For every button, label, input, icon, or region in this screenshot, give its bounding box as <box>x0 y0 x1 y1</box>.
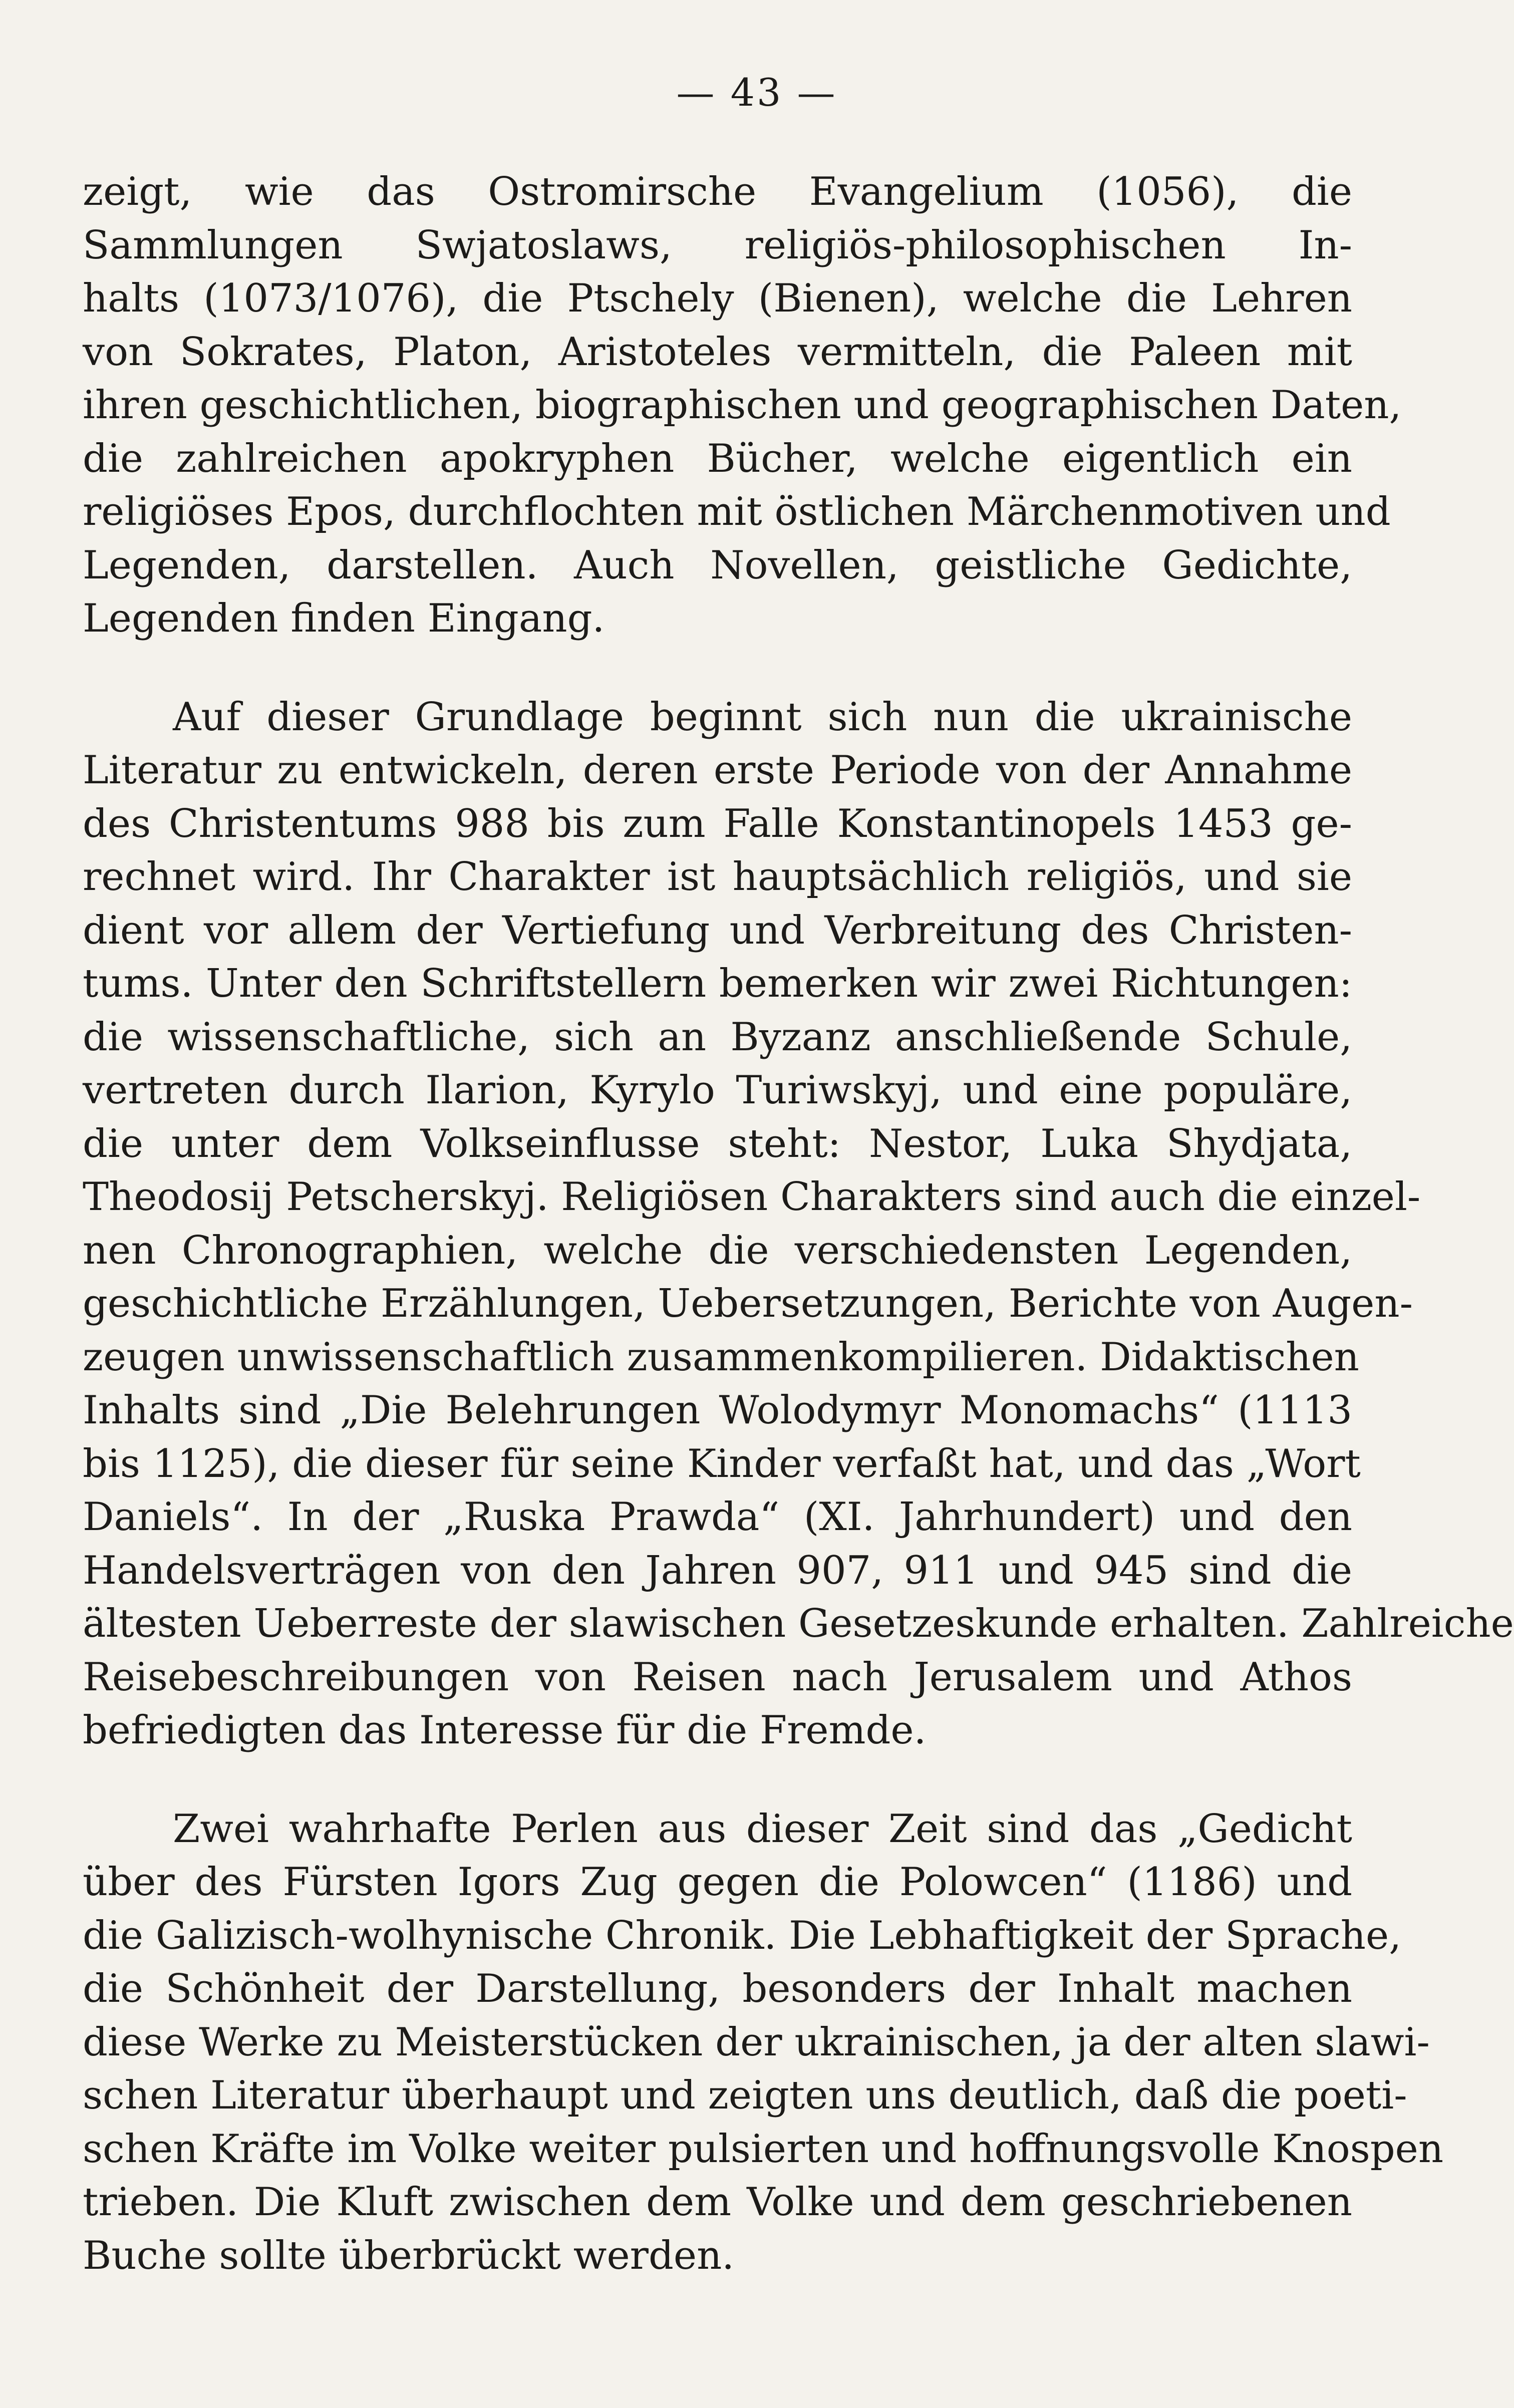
text-line: Reisebeschreibungen von Reisen nach Jerusalem und Athos <box>83 1654 1352 1700</box>
text-line: bis 1125), die dieser für seine Kinder verfaßt hat, und das „Wort <box>83 1441 1361 1486</box>
text-line: zeigt, wie das Ostromirsche Evangelium (1056), die <box>83 169 1352 214</box>
text-line: ihren geschichtlichen, biographischen und geographischen Daten, <box>83 383 1402 428</box>
text-line: schen Kräfte im Volke weiter pulsierten und hoffnungsvolle Knospen <box>83 2126 1444 2172</box>
text-line: des Christentums 988 bis zum Falle Konstantinopels 1453 ge- <box>83 801 1352 846</box>
text-line: Legenden finden Eingang. <box>83 596 605 641</box>
text-line: ältesten Ueberreste der slawischen Gesetzeskunde erhalten. Zahlreiche <box>83 1601 1514 1646</box>
paragraph-2 <box>83 691 1514 1757</box>
text-line: über des Fürsten Igors Zug gegen die Polowcen“ (1186) und <box>83 1860 1352 1905</box>
text-line: die Schönheit der Darstellung, besonders der Inhalt machen <box>83 1966 1352 2011</box>
text-line: geschichtliche Erzählungen, Uebersetzungen, Berichte von Augen- <box>83 1281 1413 1326</box>
text-line: die wissenschaftliche, sich an Byzanz anschließende Schule, <box>83 1014 1352 1060</box>
text-line: halts (1073/1076), die Ptschely (Bienen), welche die Lehren <box>83 276 1352 321</box>
text-line: Theodosij Petscherskyj. Religiösen Charakters sind auch die einzel- <box>83 1174 1421 1220</box>
text-line: schen Literatur überhaupt und zeigten uns deutlich, daß die poeti- <box>83 2073 1407 2118</box>
text-line: Inhalts sind „Die Belehrungen Wolodymyr Monomachs“ (1113 <box>83 1388 1352 1433</box>
text-line: trieben. Die Kluft zwischen dem Volke und dem geschriebenen <box>83 2180 1352 2225</box>
page-number: — 43 — <box>676 70 837 115</box>
text-line: von Sokrates, Platon, Aristoteles vermitteln, die Paleen mit <box>83 329 1352 375</box>
text-line: Buche sollte überbrückt werden. <box>83 2233 735 2278</box>
text-line: tums. Unter den Schriftstellern bemerken wir zwei Richtungen: <box>83 961 1352 1006</box>
text-line: rechnet wird. Ihr Charakter ist hauptsächlich religiös, und sie <box>83 854 1352 899</box>
text-line: vertreten durch Ilarion, Kyrylo Turiwskyj, und eine populäre, <box>83 1068 1352 1113</box>
text-line: Legenden, darstellen. Auch Novellen, geistliche Gedichte, <box>83 542 1352 588</box>
text-line: Zwei wahrhafte Perlen aus dieser Zeit sind das „Gedicht <box>173 1806 1352 1852</box>
paragraph-3 <box>83 1802 1444 2283</box>
text-body <box>83 165 1514 2282</box>
text-line: die unter dem Volkseinflusse steht: Nestor, Luka Shydjata, <box>83 1121 1352 1166</box>
text-line: befriedigten das Interesse für die Fremde. <box>83 1708 927 1753</box>
text-line: religiöses Epos, durchflochten mit östlichen Märchenmotiven und <box>83 489 1391 534</box>
text-line: diese Werke zu Meisterstücken der ukrainischen, ja der alten slawi- <box>83 2019 1430 2065</box>
text-line: Literatur zu entwickeln, deren erste Periode von der Annahme <box>83 748 1352 793</box>
text-line: zeugen unwissenschaftlich zusammenkompilieren. Didaktischen <box>83 1334 1359 1380</box>
text-line: die Galizisch-wolhynische Chronik. Die Lebhaftigkeit der Sprache, <box>83 1913 1401 1958</box>
text-line: Handelsverträgen von den Jahren 907, 911 und 945 sind die <box>83 1548 1352 1593</box>
text-line: Sammlungen Swjatoslaws, religiös-philosophischen In- <box>83 222 1352 268</box>
text-line: dient vor allem der Vertiefung und Verbreitung des Christen- <box>83 908 1352 953</box>
text-line: Daniels“. In der „Ruska Prawda“ (XI. Jahrhundert) und den <box>83 1494 1352 1540</box>
paragraph-1 <box>83 165 1402 646</box>
text-line: nen Chronographien, welche die verschiedensten Legenden, <box>83 1228 1352 1273</box>
text-line: die zahlreichen apokryphen Bücher, welche eigentlich ein <box>83 436 1352 481</box>
text-line: Auf dieser Grundlage beginnt sich nun die ukrainische <box>173 694 1352 740</box>
